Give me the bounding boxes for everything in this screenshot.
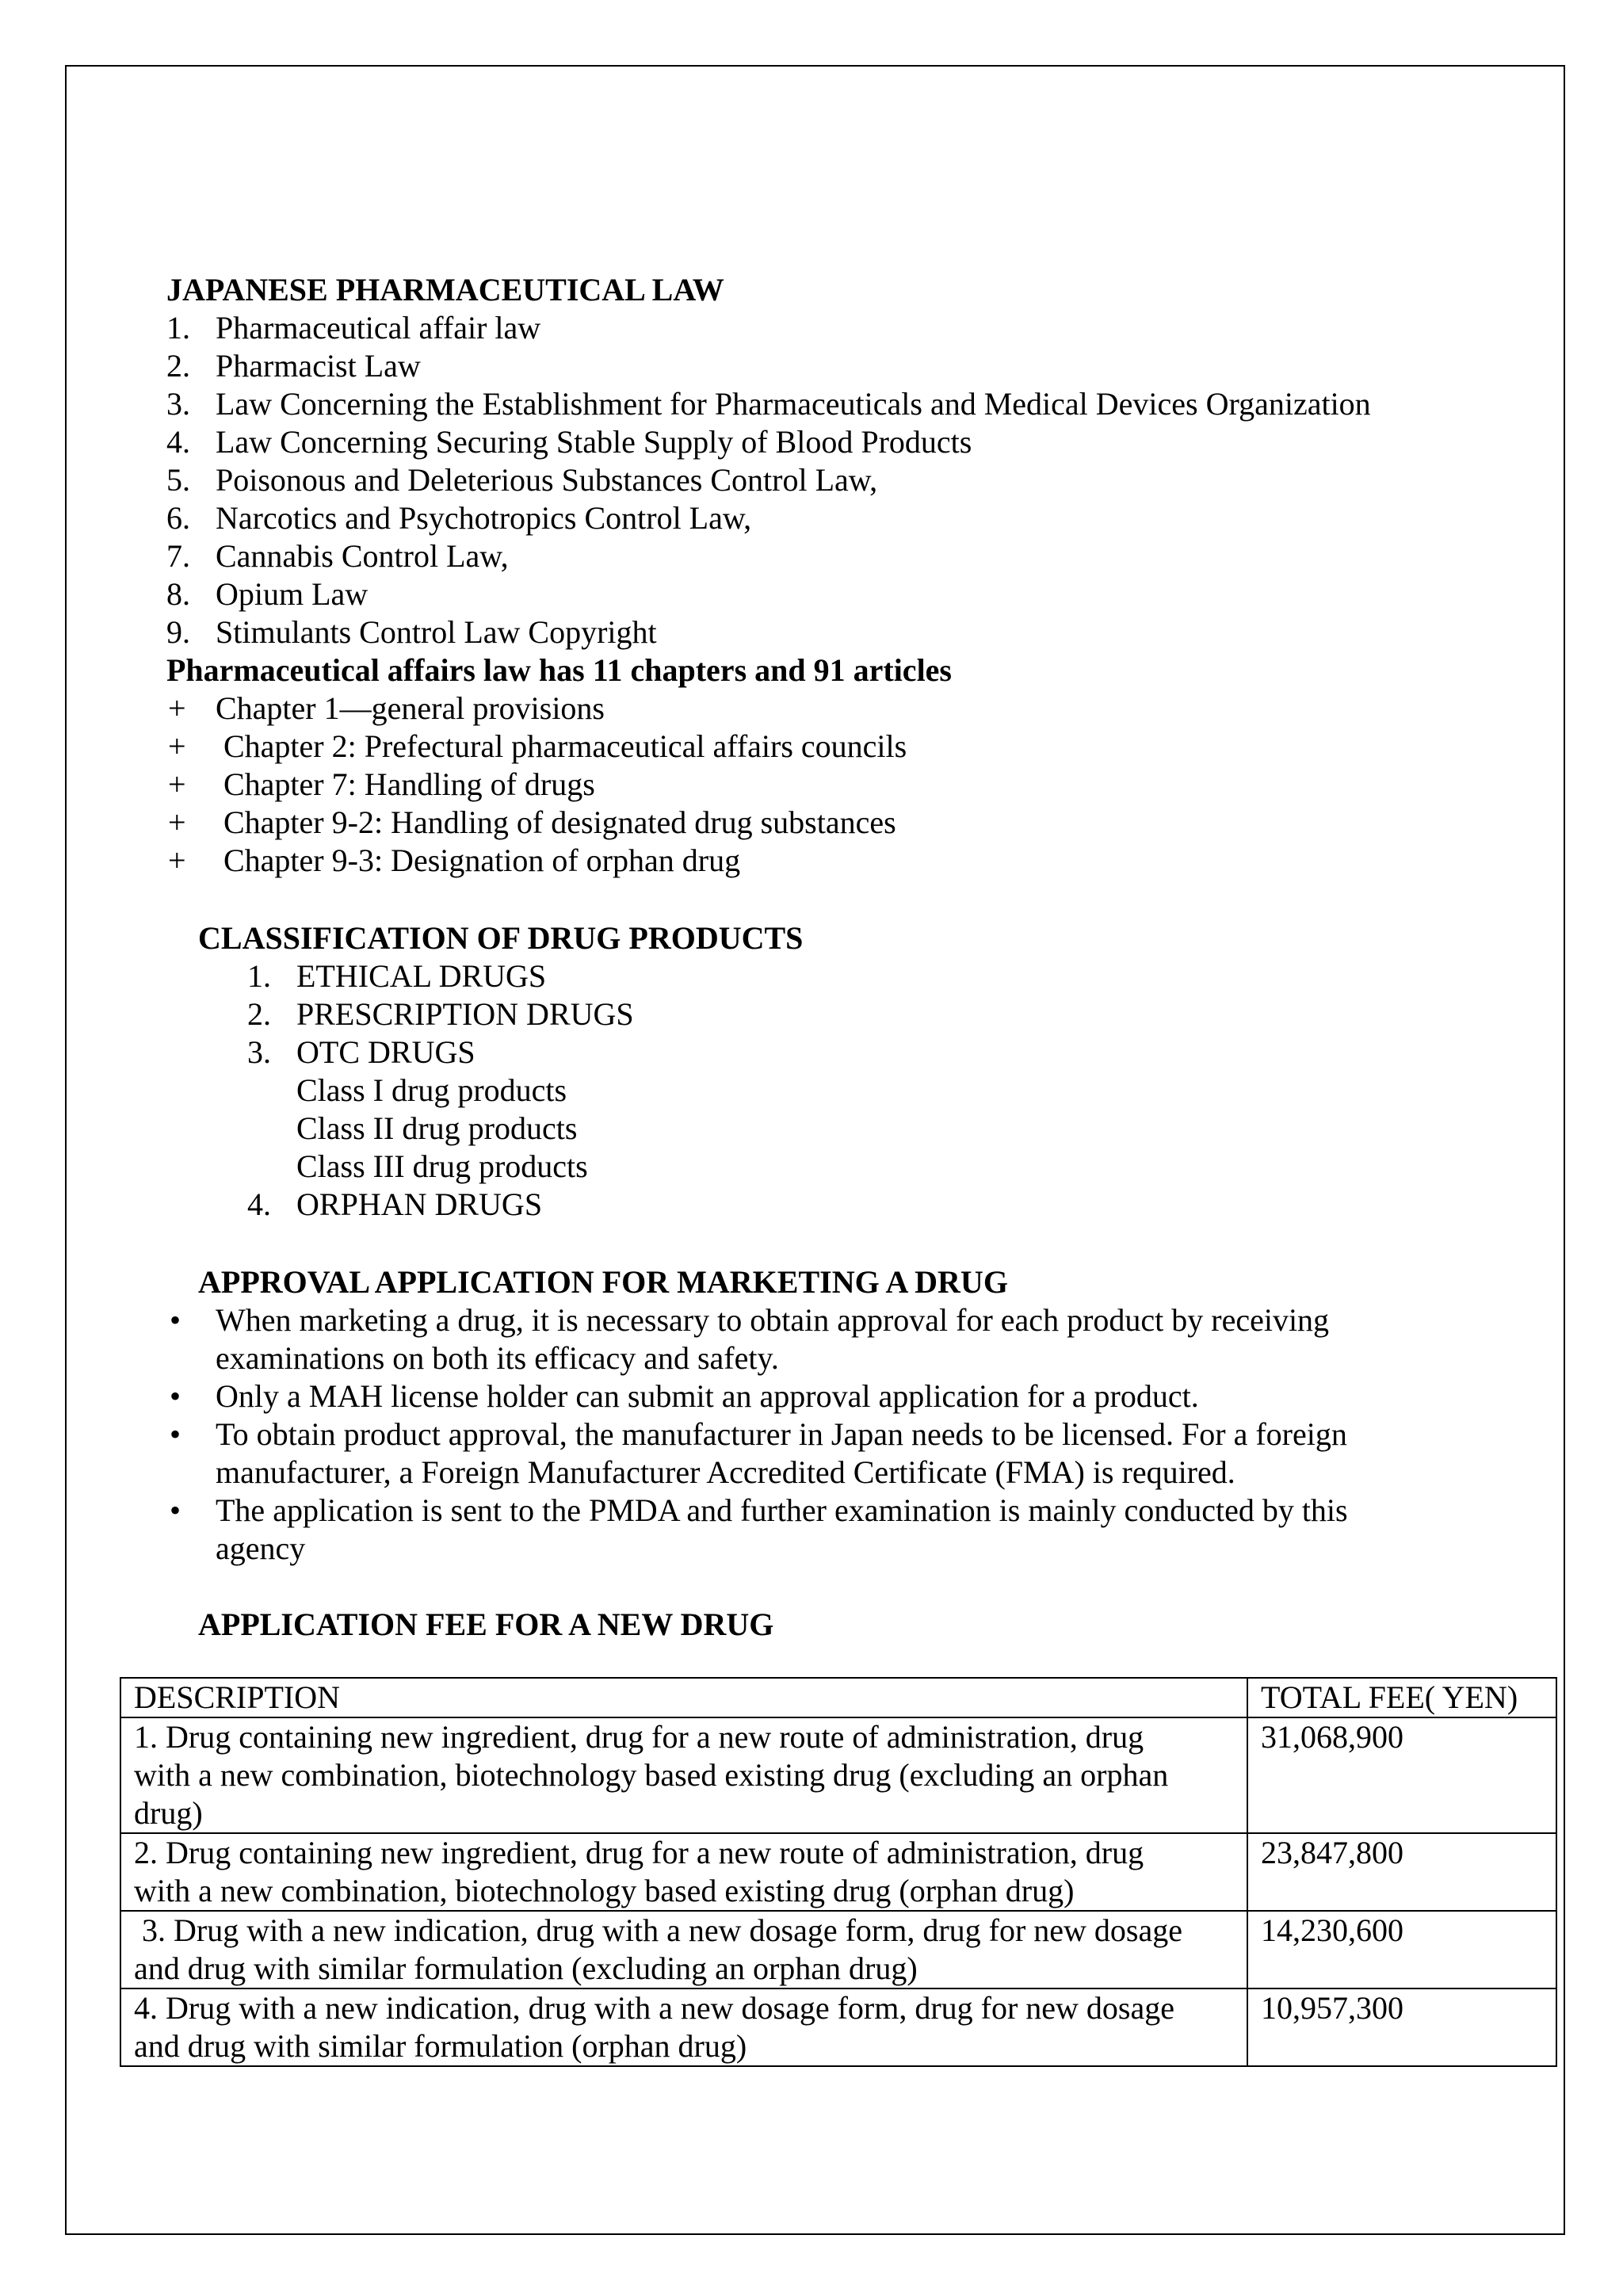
row-fee: 10,957,300 <box>1247 1988 1556 2066</box>
table-header-row <box>120 1678 1556 1717</box>
chapters-subheading: Pharmaceutical affairs law has 11 chapters and 91 articles <box>166 652 952 688</box>
section-title-approval-application: APPROVAL APPLICATION FOR MARKETING A DRUG <box>198 1264 1008 1300</box>
table-row <box>120 1717 1556 1833</box>
table-row <box>120 1833 1556 1911</box>
table-row <box>120 1988 1556 2066</box>
row-description: 4. Drug with a new indication, drug with a new dosage form, drug for new dosage and drug with similar formulation (orphan drug) <box>120 1988 1247 2066</box>
row-description: 2. Drug containing new ingredient, drug for a new route of administration, drug with a new combination, biotechnology based existing drug (orphan drug) <box>120 1833 1247 1911</box>
fee-table <box>120 1677 1557 2067</box>
section-title-classification: CLASSIFICATION OF DRUG PRODUCTS <box>198 920 804 956</box>
row-fee: 31,068,900 <box>1247 1717 1556 1833</box>
header-description: DESCRIPTION <box>120 1678 1247 1717</box>
section-title-japanese-pharmaceutical-law: JAPANESE PHARMACEUTICAL LAW <box>166 272 724 308</box>
table-row <box>120 1911 1556 1988</box>
row-description: 1. Drug containing new ingredient, drug for a new route of administration, drug with a new combination, biotechnology based existing drug (excluding an orphan drug) <box>120 1717 1247 1833</box>
header-fee: TOTAL FEE( YEN) <box>1247 1678 1556 1717</box>
row-description: 3. Drug with a new indication, drug with a new dosage form, drug for new dosage and drug with similar formulation (excluding an orphan drug) <box>120 1911 1247 1988</box>
row-fee: 23,847,800 <box>1247 1833 1556 1911</box>
section-title-application-fee: APPLICATION FEE FOR A NEW DRUG <box>198 1606 774 1642</box>
row-fee: 14,230,600 <box>1247 1911 1556 1988</box>
